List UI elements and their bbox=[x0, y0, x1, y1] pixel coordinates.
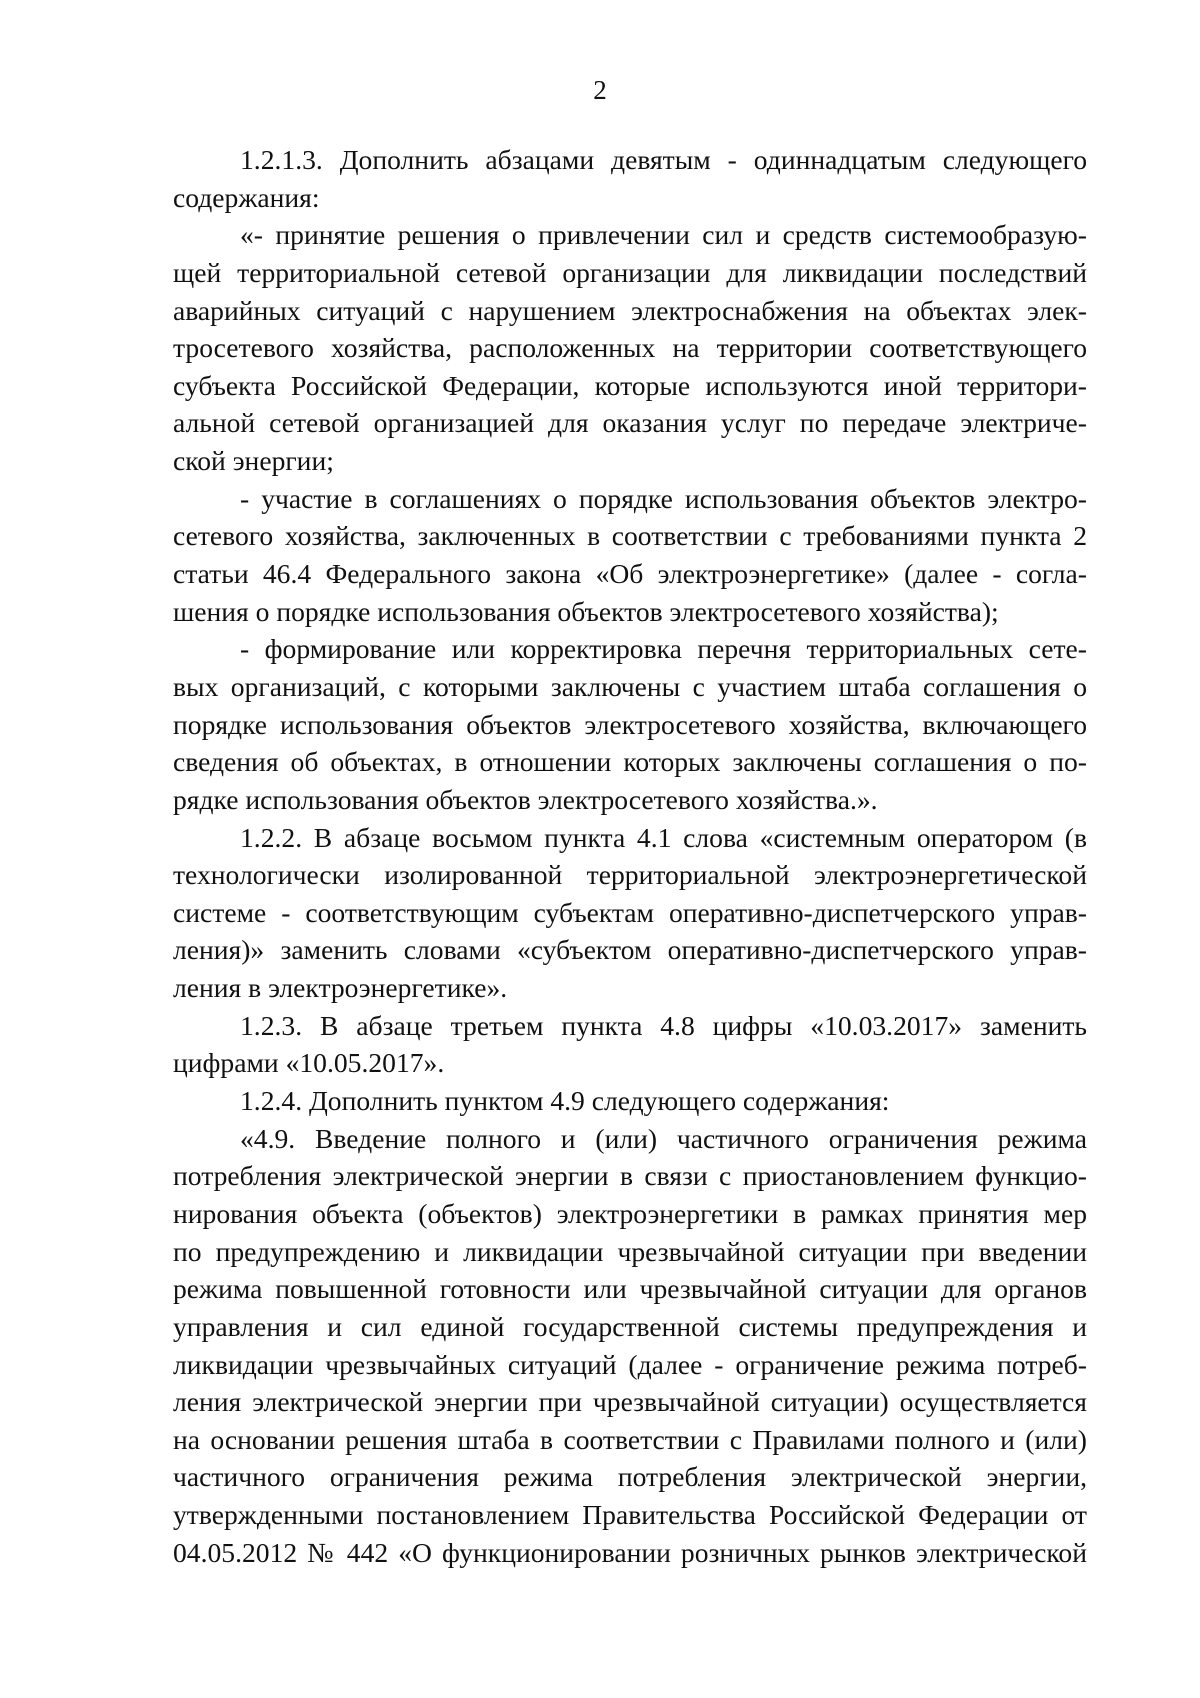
text-line: системе - соответствующим субъектам оперативно-диспетчерского управ- bbox=[173, 896, 1087, 928]
text-line: технологически изолированной территориальной электроэнергетической bbox=[173, 859, 1087, 891]
text-line: цифрами «10.05.2017». bbox=[173, 1047, 445, 1079]
text-line: на основании решения штаба в соответствии с Правилами полного и (или) bbox=[173, 1423, 1087, 1455]
text-line: статьи 46.4 Федерального закона «Об электроэнергетике» (далее - согла- bbox=[173, 558, 1087, 590]
text-line: вых организаций, с которыми заключены с участием штаба соглашения о bbox=[173, 670, 1087, 702]
text-line: 1.2.2. В абзаце восьмом пункта 4.1 слова «системным оператором (в bbox=[240, 821, 1087, 853]
text-line: управления и сил единой государственной системы предупреждения и bbox=[173, 1310, 1087, 1342]
document-body bbox=[173, 141, 1087, 1571]
text-line: частичного ограничения режима потребления электрической энергии, bbox=[173, 1461, 1087, 1493]
text-line: сведения об объектах, в отношении которых заключены соглашения о по- bbox=[173, 746, 1087, 778]
text-line: нирования объекта (объектов) электроэнергетики в рамках принятия мер bbox=[173, 1197, 1087, 1229]
text-line: потребления электрической энергии в связи с приостановлением функцио- bbox=[173, 1160, 1087, 1192]
text-line: ликвидации чрезвычайных ситуаций (далее - ограничение режима потреб- bbox=[173, 1348, 1087, 1380]
text-line: ления электрической энергии при чрезвычайной ситуации) осуществляется bbox=[173, 1386, 1087, 1418]
text-line: шения о порядке использования объектов электросетевого хозяйства); bbox=[173, 595, 999, 627]
text-line: режима повышенной готовности или чрезвычайной ситуации для органов bbox=[173, 1273, 1087, 1305]
text-line: 1.2.4. Дополнить пунктом 4.9 следующего содержания: bbox=[240, 1085, 890, 1117]
text-line: - участие в соглашениях о порядке использования объектов электро- bbox=[240, 482, 1087, 514]
text-line: 04.05.2012 № 442 «О функционировании розничных рынков электрической bbox=[173, 1536, 1087, 1568]
text-line: 1.2.3. В абзаце третьем пункта 4.8 цифры «10.03.2017» заменить bbox=[240, 1009, 1087, 1041]
text-line: «- принятие решения о привлечении сил и средств системообразую- bbox=[240, 219, 1087, 251]
text-line: порядке использования объектов электросетевого хозяйства, включающего bbox=[173, 708, 1087, 740]
text-line: щей территориальной сетевой организации для ликвидации последствий bbox=[173, 256, 1087, 288]
text-line: рядке использования объектов электросетевого хозяйства.». bbox=[173, 783, 878, 815]
text-line: ской энергии; bbox=[173, 445, 334, 477]
text-line: аварийных ситуаций с нарушением электроснабжения на объектах элек- bbox=[173, 294, 1087, 326]
text-line: по предупреждению и ликвидации чрезвычайной ситуации при введении bbox=[173, 1235, 1087, 1267]
text-line: содержания: bbox=[173, 181, 320, 213]
text-line: субъекта Российской Федерации, которые используются иной территори- bbox=[173, 369, 1087, 401]
text-line: тросетевого хозяйства, расположенных на территории соответствующего bbox=[173, 332, 1087, 364]
text-line: 1.2.1.3. Дополнить абзацами девятым - одиннадцатым следующего bbox=[240, 144, 1087, 175]
page-number: 2 bbox=[593, 75, 607, 105]
text-line: ления в электроэнергетике». bbox=[173, 972, 508, 1004]
text-line: «4.9. Введение полного и (или) частичного ограничения режима bbox=[240, 1122, 1087, 1154]
text-line: - формирование или корректировка перечня территориальных сете- bbox=[240, 633, 1087, 665]
text-line: альной сетевой организацией для оказания услуг по передаче электриче- bbox=[173, 407, 1087, 439]
text-line: сетевого хозяйства, заключенных в соответствии с требованиями пункта 2 bbox=[173, 520, 1087, 552]
text-line: ления)» заменить словами «субъектом оперативно-диспетчерского управ- bbox=[173, 934, 1087, 966]
text-line: утвержденными постановлением Правительства Российской Федерации от bbox=[173, 1499, 1087, 1531]
